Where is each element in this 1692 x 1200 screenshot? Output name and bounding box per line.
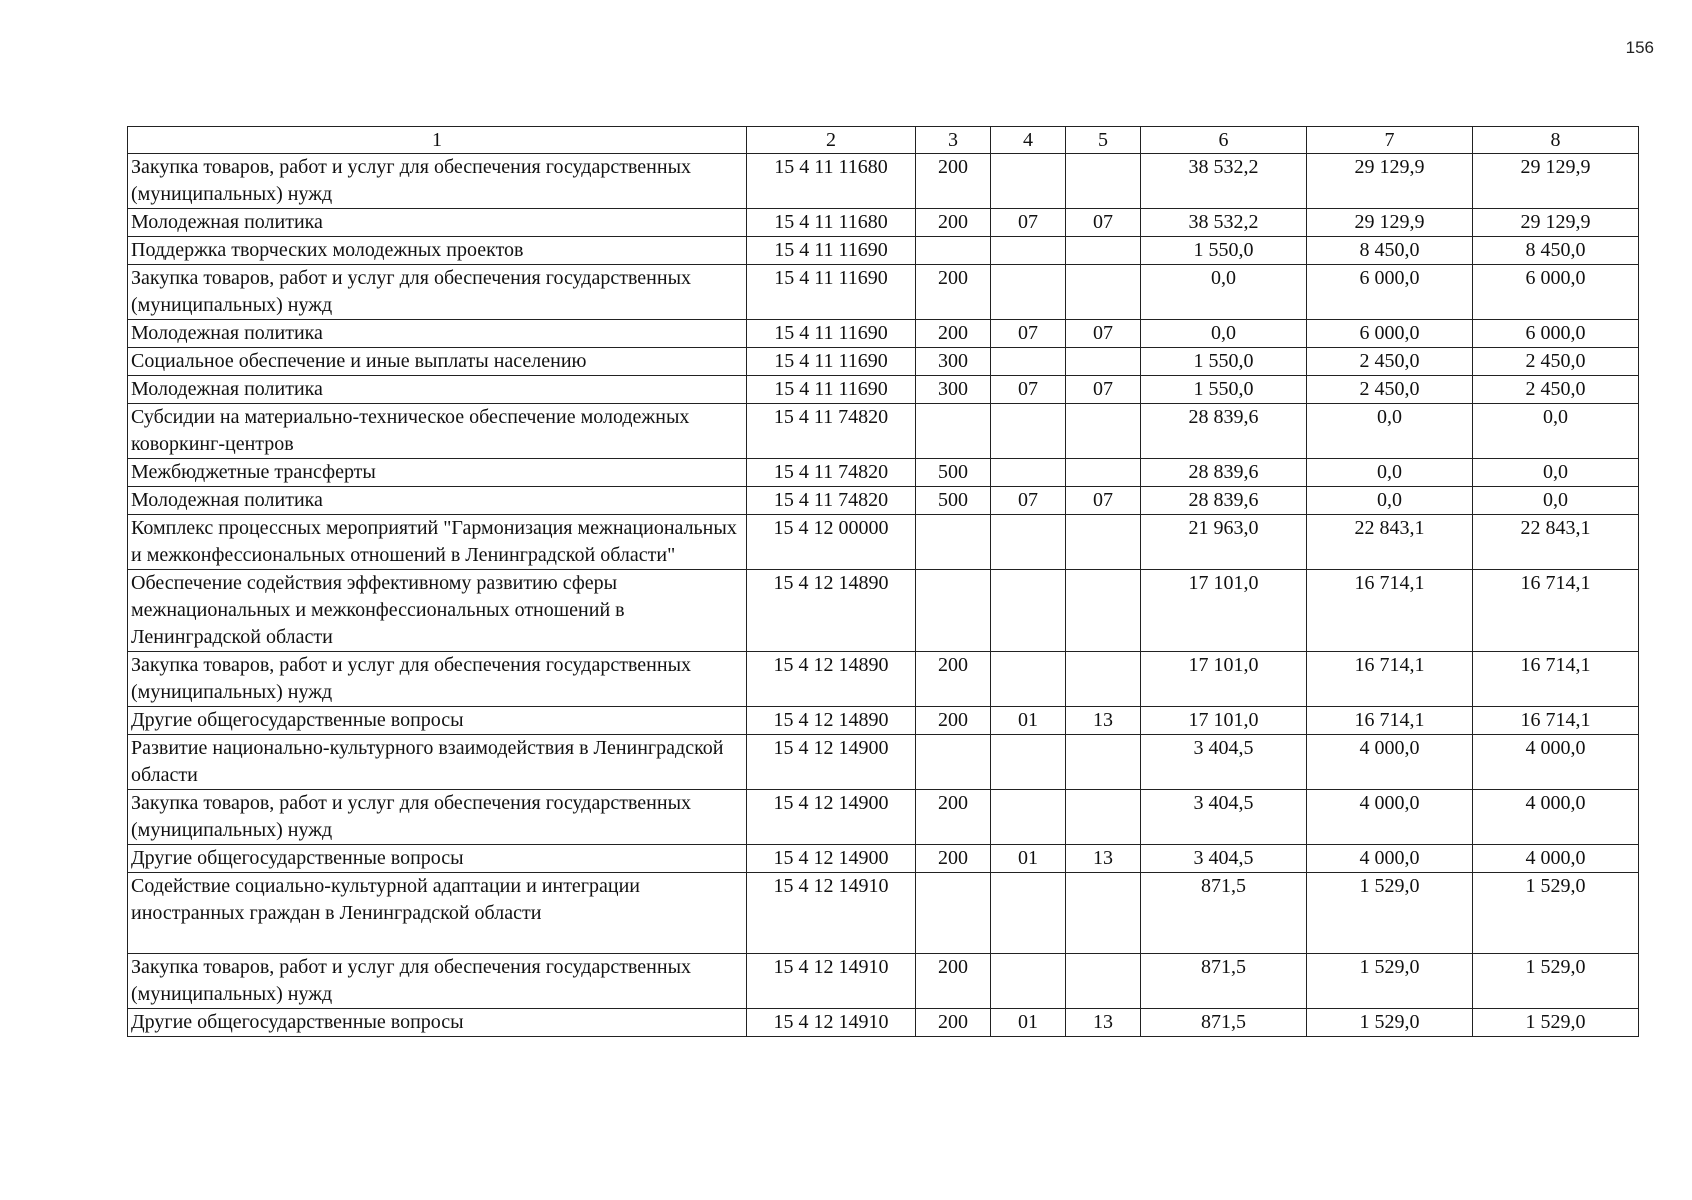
row-subsection-cell: [1066, 154, 1141, 209]
table-row: [128, 954, 1639, 1009]
row-name-cell: Молодежная политика: [128, 376, 747, 404]
row-value-col8-cell: 0,0: [1473, 487, 1639, 515]
table-row: [128, 652, 1639, 707]
row-value-col8-cell: 16 714,1: [1473, 707, 1639, 735]
row-expense-type-cell: [916, 735, 991, 790]
row-value-col7-cell: 8 450,0: [1307, 237, 1473, 265]
row-code-cell: 15 4 12 14910: [747, 954, 916, 1009]
row-subsection-cell: [1066, 570, 1141, 652]
table-row: [128, 237, 1639, 265]
row-value-col8-cell: 2 450,0: [1473, 348, 1639, 376]
row-name-cell: Другие общегосударственные вопросы: [128, 707, 747, 735]
row-value-col7-cell: 4 000,0: [1307, 790, 1473, 845]
row-value-col6-cell: 28 839,6: [1141, 487, 1307, 515]
row-code-cell: 15 4 12 14890: [747, 707, 916, 735]
page-number: 156: [1625, 38, 1654, 57]
row-name-cell: Закупка товаров, работ и услуг для обеспечения государственных (муниципальных) нужд: [128, 954, 747, 1009]
row-code-cell: 15 4 12 14890: [747, 652, 916, 707]
row-subsection-cell: [1066, 790, 1141, 845]
row-subsection-cell: [1066, 265, 1141, 320]
row-name-cell: Молодежная политика: [128, 209, 747, 237]
row-value-col6-cell: 38 532,2: [1141, 209, 1307, 237]
row-section-cell: 07: [991, 487, 1066, 515]
row-expense-type-cell: 200: [916, 320, 991, 348]
row-subsection-cell: 07: [1066, 209, 1141, 237]
row-expense-type-cell: 200: [916, 845, 991, 873]
row-value-col8-cell: 16 714,1: [1473, 570, 1639, 652]
row-expense-type-cell: 200: [916, 1009, 991, 1037]
row-subsection-cell: [1066, 459, 1141, 487]
row-section-cell: 07: [991, 209, 1066, 237]
row-expense-type-cell: 200: [916, 790, 991, 845]
row-name-cell: Закупка товаров, работ и услуг для обеспечения государственных (муниципальных) нужд: [128, 265, 747, 320]
table-row: [128, 515, 1639, 570]
row-code-cell: 15 4 12 14910: [747, 1009, 916, 1037]
row-value-col7-cell: 0,0: [1307, 459, 1473, 487]
row-name-cell: Субсидии на материально-техническое обеспечение молодежных коворкинг-центров: [128, 404, 747, 459]
row-code-cell: 15 4 11 11680: [747, 209, 916, 237]
row-code-cell: 15 4 11 74820: [747, 487, 916, 515]
row-value-col7-cell: 0,0: [1307, 487, 1473, 515]
row-value-col8-cell: 6 000,0: [1473, 265, 1639, 320]
row-section-cell: [991, 348, 1066, 376]
row-expense-type-cell: [916, 873, 991, 954]
row-code-cell: 15 4 11 11690: [747, 376, 916, 404]
table-row: [128, 209, 1639, 237]
row-value-col6-cell: 17 101,0: [1141, 652, 1307, 707]
row-subsection-cell: [1066, 735, 1141, 790]
row-expense-type-cell: [916, 570, 991, 652]
row-section-cell: [991, 154, 1066, 209]
row-subsection-cell: [1066, 404, 1141, 459]
row-code-cell: 15 4 12 14900: [747, 845, 916, 873]
row-code-cell: 15 4 12 14890: [747, 570, 916, 652]
row-subsection-cell: [1066, 515, 1141, 570]
row-value-col6-cell: 871,5: [1141, 954, 1307, 1009]
row-code-cell: 15 4 11 11680: [747, 154, 916, 209]
row-value-col7-cell: 6 000,0: [1307, 320, 1473, 348]
row-value-col6-cell: 21 963,0: [1141, 515, 1307, 570]
row-name-cell: Поддержка творческих молодежных проектов: [128, 237, 747, 265]
row-value-col7-cell: 1 529,0: [1307, 954, 1473, 1009]
budget-table: [127, 126, 1639, 1037]
row-code-cell: 15 4 12 00000: [747, 515, 916, 570]
row-value-col6-cell: 3 404,5: [1141, 735, 1307, 790]
row-value-col6-cell: 17 101,0: [1141, 707, 1307, 735]
row-value-col8-cell: 1 529,0: [1473, 873, 1639, 954]
row-name-cell: Другие общегосударственные вопросы: [128, 1009, 747, 1037]
row-value-col6-cell: 0,0: [1141, 265, 1307, 320]
table-row: [128, 404, 1639, 459]
table-row: [128, 265, 1639, 320]
row-subsection-cell: 13: [1066, 1009, 1141, 1037]
row-value-col8-cell: 4 000,0: [1473, 735, 1639, 790]
row-value-col6-cell: 871,5: [1141, 1009, 1307, 1037]
row-value-col8-cell: 29 129,9: [1473, 209, 1639, 237]
row-code-cell: 15 4 12 14910: [747, 873, 916, 954]
column-header: 7: [1307, 127, 1473, 154]
row-value-col8-cell: 0,0: [1473, 459, 1639, 487]
row-value-col8-cell: 1 529,0: [1473, 954, 1639, 1009]
table-row: [128, 707, 1639, 735]
row-expense-type-cell: [916, 404, 991, 459]
row-expense-type-cell: 200: [916, 154, 991, 209]
row-value-col6-cell: 3 404,5: [1141, 845, 1307, 873]
row-value-col6-cell: 38 532,2: [1141, 154, 1307, 209]
row-expense-type-cell: 300: [916, 376, 991, 404]
row-expense-type-cell: 200: [916, 707, 991, 735]
row-value-col6-cell: 3 404,5: [1141, 790, 1307, 845]
row-value-col6-cell: 1 550,0: [1141, 376, 1307, 404]
table-row: [128, 154, 1639, 209]
table-row: [128, 845, 1639, 873]
column-header: 4: [991, 127, 1066, 154]
row-value-col6-cell: 0,0: [1141, 320, 1307, 348]
table-row: [128, 1009, 1639, 1037]
table-row: [128, 790, 1639, 845]
row-expense-type-cell: 500: [916, 487, 991, 515]
row-section-cell: [991, 237, 1066, 265]
row-value-col7-cell: 29 129,9: [1307, 154, 1473, 209]
row-subsection-cell: 13: [1066, 845, 1141, 873]
row-value-col7-cell: 22 843,1: [1307, 515, 1473, 570]
column-header: 5: [1066, 127, 1141, 154]
table-row: [128, 735, 1639, 790]
row-value-col7-cell: 16 714,1: [1307, 570, 1473, 652]
row-value-col6-cell: 17 101,0: [1141, 570, 1307, 652]
row-expense-type-cell: 500: [916, 459, 991, 487]
row-section-cell: [991, 515, 1066, 570]
row-subsection-cell: [1066, 873, 1141, 954]
row-section-cell: [991, 790, 1066, 845]
row-subsection-cell: 07: [1066, 487, 1141, 515]
row-value-col8-cell: 4 000,0: [1473, 790, 1639, 845]
row-section-cell: 01: [991, 707, 1066, 735]
row-code-cell: 15 4 12 14900: [747, 735, 916, 790]
row-section-cell: [991, 459, 1066, 487]
row-name-cell: Обеспечение содействия эффективному развитию сферы межнациональных и межконфессиональных отношений в Ленинградской области: [128, 570, 747, 652]
row-name-cell: Содействие социально-культурной адаптации и интеграции иностранных граждан в Ленинградской области: [128, 873, 747, 954]
row-section-cell: [991, 735, 1066, 790]
row-subsection-cell: 13: [1066, 707, 1141, 735]
row-expense-type-cell: 200: [916, 652, 991, 707]
row-value-col8-cell: 0,0: [1473, 404, 1639, 459]
row-name-cell: Межбюджетные трансферты: [128, 459, 747, 487]
row-subsection-cell: [1066, 237, 1141, 265]
row-value-col6-cell: 28 839,6: [1141, 459, 1307, 487]
table-row: [128, 487, 1639, 515]
row-value-col6-cell: 28 839,6: [1141, 404, 1307, 459]
row-value-col7-cell: 16 714,1: [1307, 652, 1473, 707]
row-section-cell: [991, 265, 1066, 320]
row-expense-type-cell: [916, 237, 991, 265]
row-value-col7-cell: 2 450,0: [1307, 348, 1473, 376]
row-section-cell: [991, 570, 1066, 652]
table-row: [128, 873, 1639, 954]
row-code-cell: 15 4 12 14900: [747, 790, 916, 845]
table-row: [128, 459, 1639, 487]
row-name-cell: Социальное обеспечение и иные выплаты населению: [128, 348, 747, 376]
table-row: [128, 348, 1639, 376]
row-value-col8-cell: 2 450,0: [1473, 376, 1639, 404]
table-header-row: [128, 127, 1639, 154]
row-section-cell: 07: [991, 320, 1066, 348]
row-code-cell: 15 4 11 74820: [747, 404, 916, 459]
row-value-col7-cell: 6 000,0: [1307, 265, 1473, 320]
row-value-col8-cell: 22 843,1: [1473, 515, 1639, 570]
row-expense-type-cell: 300: [916, 348, 991, 376]
table-row: [128, 570, 1639, 652]
column-header: 3: [916, 127, 991, 154]
row-expense-type-cell: [916, 515, 991, 570]
row-expense-type-cell: 200: [916, 209, 991, 237]
row-value-col8-cell: 1 529,0: [1473, 1009, 1639, 1037]
row-section-cell: [991, 954, 1066, 1009]
row-section-cell: [991, 873, 1066, 954]
row-value-col8-cell: 6 000,0: [1473, 320, 1639, 348]
row-value-col8-cell: 16 714,1: [1473, 652, 1639, 707]
row-value-col7-cell: 16 714,1: [1307, 707, 1473, 735]
row-code-cell: 15 4 11 74820: [747, 459, 916, 487]
column-header: 8: [1473, 127, 1639, 154]
column-header: 6: [1141, 127, 1307, 154]
row-section-cell: 01: [991, 845, 1066, 873]
row-name-cell: Закупка товаров, работ и услуг для обеспечения государственных (муниципальных) нужд: [128, 652, 747, 707]
row-code-cell: 15 4 11 11690: [747, 320, 916, 348]
row-value-col8-cell: 8 450,0: [1473, 237, 1639, 265]
row-subsection-cell: [1066, 954, 1141, 1009]
row-code-cell: 15 4 11 11690: [747, 237, 916, 265]
table-row: [128, 376, 1639, 404]
row-name-cell: Другие общегосударственные вопросы: [128, 845, 747, 873]
row-value-col7-cell: 29 129,9: [1307, 209, 1473, 237]
row-expense-type-cell: 200: [916, 265, 991, 320]
row-subsection-cell: [1066, 652, 1141, 707]
row-section-cell: 07: [991, 376, 1066, 404]
row-value-col6-cell: 1 550,0: [1141, 348, 1307, 376]
row-value-col6-cell: 1 550,0: [1141, 237, 1307, 265]
column-header: 2: [747, 127, 916, 154]
row-section-cell: 01: [991, 1009, 1066, 1037]
row-subsection-cell: [1066, 348, 1141, 376]
row-section-cell: [991, 652, 1066, 707]
row-value-col7-cell: 2 450,0: [1307, 376, 1473, 404]
row-name-cell: Молодежная политика: [128, 320, 747, 348]
row-value-col7-cell: 4 000,0: [1307, 735, 1473, 790]
row-section-cell: [991, 404, 1066, 459]
table-row: [128, 320, 1639, 348]
row-value-col7-cell: 4 000,0: [1307, 845, 1473, 873]
column-header: 1: [128, 127, 747, 154]
row-name-cell: Комплекс процессных мероприятий "Гармонизация межнациональных и межконфессиональных отношений в Ленинградской области": [128, 515, 747, 570]
row-name-cell: Закупка товаров, работ и услуг для обеспечения государственных (муниципальных) нужд: [128, 154, 747, 209]
row-name-cell: Закупка товаров, работ и услуг для обеспечения государственных (муниципальных) нужд: [128, 790, 747, 845]
row-value-col8-cell: 29 129,9: [1473, 154, 1639, 209]
row-value-col6-cell: 871,5: [1141, 873, 1307, 954]
row-value-col7-cell: 1 529,0: [1307, 873, 1473, 954]
row-name-cell: Молодежная политика: [128, 487, 747, 515]
row-expense-type-cell: 200: [916, 954, 991, 1009]
row-value-col7-cell: 0,0: [1307, 404, 1473, 459]
row-name-cell: Развитие национально-культурного взаимодействия в Ленинградской области: [128, 735, 747, 790]
row-code-cell: 15 4 11 11690: [747, 265, 916, 320]
row-code-cell: 15 4 11 11690: [747, 348, 916, 376]
row-subsection-cell: 07: [1066, 376, 1141, 404]
row-subsection-cell: 07: [1066, 320, 1141, 348]
row-value-col8-cell: 4 000,0: [1473, 845, 1639, 873]
row-value-col7-cell: 1 529,0: [1307, 1009, 1473, 1037]
